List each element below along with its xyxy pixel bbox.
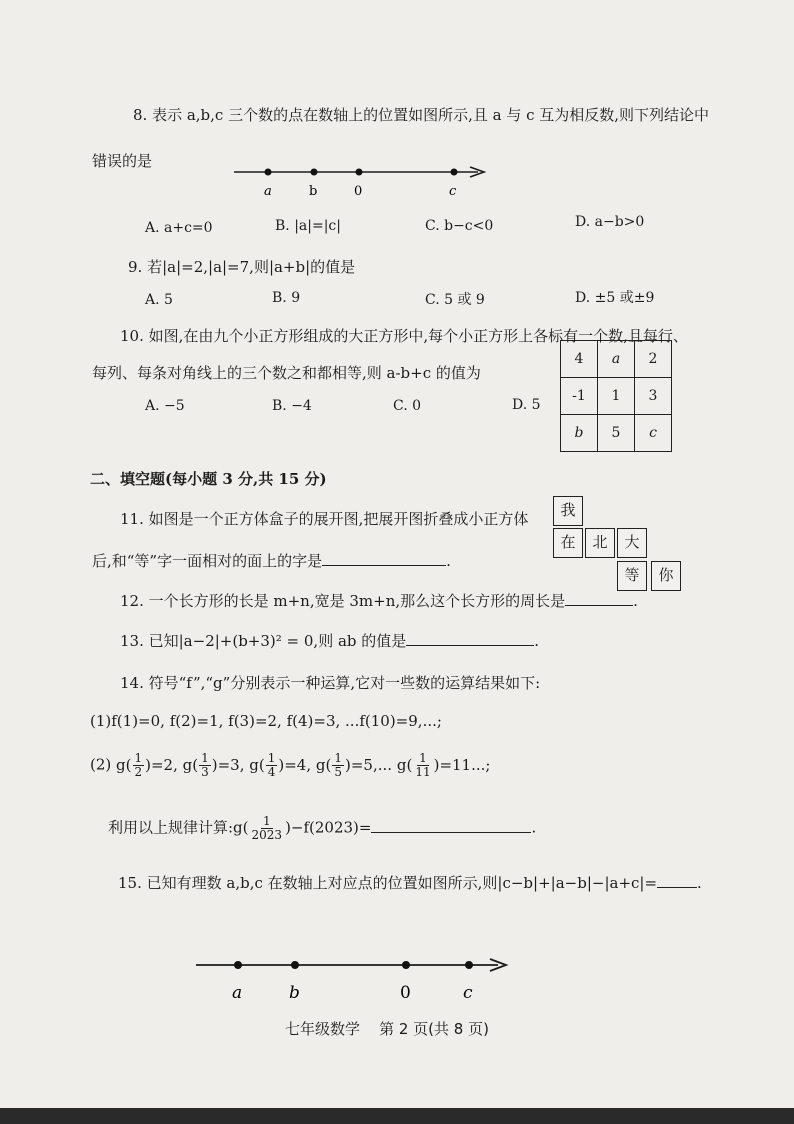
q15-point-0 (402, 961, 410, 969)
q14-calc-pre: 利用以上规律计算:g( (108, 818, 249, 837)
q15-number-line (190, 950, 520, 1005)
q15-label-0: 0 (400, 983, 411, 1003)
q14-calc-line (108, 815, 536, 842)
q14-calc-num: 1 (262, 814, 271, 828)
q8-line1: 8. 表示 a,b,c 三个数的点在数轴上的位置如图所示,且 a 与 c 互为相反数,则下列结论中 (133, 106, 710, 124)
grid-cell-r1c2: a (598, 341, 635, 378)
q15-point-b (291, 961, 299, 969)
q10-option-b: B. −4 (272, 398, 312, 414)
q14-g-prefix: (2) (90, 755, 112, 774)
grid-cell-r1c1: 4 (561, 341, 598, 378)
q14-text: 14. 符号“f”,“g”分别表示一种运算,它对一些数的运算结果如下: (120, 674, 541, 692)
q12-line (120, 590, 638, 611)
q15-answer-blank[interactable] (657, 873, 697, 888)
q8-label-0: 0 (354, 184, 363, 199)
q8-label-c: c (449, 184, 457, 199)
q9-option-a: A. 5 (145, 292, 173, 308)
q10-option-d: D. 5 (512, 397, 541, 413)
grid-cell-r2c1: -1 (561, 378, 598, 415)
q12-end: . (633, 592, 638, 610)
q14-end: . (531, 818, 537, 837)
q10-option-a: A. −5 (145, 398, 185, 414)
q8-number-line (228, 158, 498, 203)
q15-line (118, 872, 702, 893)
grid-cell-r2c3: 3 (635, 378, 672, 415)
scan-bottom-edge (0, 1108, 794, 1124)
net-cell-1: 我 (553, 496, 583, 526)
net-cell-2: 在 (553, 528, 583, 558)
q11-line1: 11. 如图是一个正方体盒子的展开图,把展开图折叠成小正方体 (120, 510, 529, 528)
q8-option-d: D. a−b>0 (575, 214, 645, 230)
q10-option-c: C. 0 (393, 398, 422, 414)
q10-line1: 10. 如图,在由九个小正方形组成的大正方形中,每个小正方形上各标有一个数,且每行、 (120, 327, 688, 345)
q13-end: . (534, 632, 540, 650)
q13-line (120, 630, 539, 651)
q14-g-item-1: g( $\frac{1}{2}$ )=2, (116, 751, 178, 779)
q8-label-a: a (264, 184, 272, 199)
q12-answer-blank[interactable] (565, 591, 633, 606)
grid-cell-r2c2: 1 (598, 378, 635, 415)
q10-line2: 每列、每条对角线上的三个数之和都相等,则 a-b+c 的值为 (92, 364, 481, 382)
q15-point-a (234, 961, 242, 969)
q8-line2: 错误的是 (92, 152, 153, 170)
q13-text: 13. 已知|a−2|+(b+3)² = 0,则 ab 的值是 (120, 632, 407, 650)
q11-line2-text: 后,和“等”字一面相对的面上的字是 (92, 552, 323, 570)
q15-point-c (465, 961, 473, 969)
net-cell-4: 大 (617, 528, 647, 558)
q8-point-b (311, 169, 318, 176)
q15-label-a: a (232, 983, 243, 1003)
q9-option-c: C. 5 或 9 (425, 292, 485, 308)
q14-g-item-5: g( $\frac{1}{11}$ )=11...; (396, 751, 491, 779)
q14-answer-blank[interactable] (371, 818, 531, 833)
q8-option-b: B. |a|=|c| (275, 218, 341, 234)
q11-answer-blank[interactable] (322, 551, 446, 566)
q8-point-0 (356, 169, 363, 176)
q9-option-b: B. 9 (272, 290, 301, 306)
q14-calc-post: )−f(2023)= (285, 818, 372, 837)
q12-text: 12. 一个长方形的长是 m+n,宽是 3m+n,那么这个长方形的周长是 (120, 592, 566, 610)
q14-g-item-3: g( $\frac{1}{4}$ )=4, (249, 751, 312, 779)
q8-label-b: b (309, 184, 318, 199)
net-cell-3: 北 (585, 528, 615, 558)
q11-line2-end: . (446, 552, 451, 570)
q15-text: 15. 已知有理数 a,b,c 在数轴上对应点的位置如图所示,则|c−b|+|a−b|−|a+c|= (118, 874, 658, 892)
net-cell-6: 你 (651, 561, 681, 591)
q15-label-c: c (463, 983, 473, 1003)
net-cell-5: 等 (617, 561, 647, 591)
grid-cell-r3c2: 5 (598, 415, 635, 452)
grid-cell-r3c1: b (561, 415, 598, 452)
q8-option-c: C. b−c<0 (425, 218, 494, 234)
section-2-title: 二、填空题(每小题 3 分,共 15 分) (90, 470, 327, 488)
q14-g-item-2: g( $\frac{1}{3}$ )=3, (182, 751, 245, 779)
grid-cell-r1c3: 2 (635, 341, 672, 378)
q15-end: . (697, 874, 702, 892)
magic-square-grid (560, 340, 672, 452)
grid-cell-r3c3: c (635, 415, 672, 452)
q8-option-a: A. a+c=0 (145, 220, 213, 236)
q14-g-item-4: g( $\frac{1}{5}$ )=5,... (315, 751, 393, 779)
q8-point-a (265, 169, 272, 176)
q14-line1: (1)f(1)=0, f(2)=1, f(3)=2, f(4)=3, ...f(10)=9,...; (90, 712, 442, 730)
q9-text: 9. 若|a|=2,|a|=7,则|a+b|的值是 (128, 258, 356, 276)
q14-line2 (90, 752, 490, 779)
page-footer: 七年级数学 第 2 页(共 8 页) (285, 1020, 489, 1038)
q9-option-d: D. ±5 或±9 (575, 290, 655, 306)
q11-line2 (92, 550, 451, 571)
q13-answer-blank[interactable] (406, 631, 534, 646)
q14-calc-den: 2023 (251, 828, 283, 842)
q8-point-c (451, 169, 458, 176)
q15-label-b: b (289, 983, 300, 1003)
